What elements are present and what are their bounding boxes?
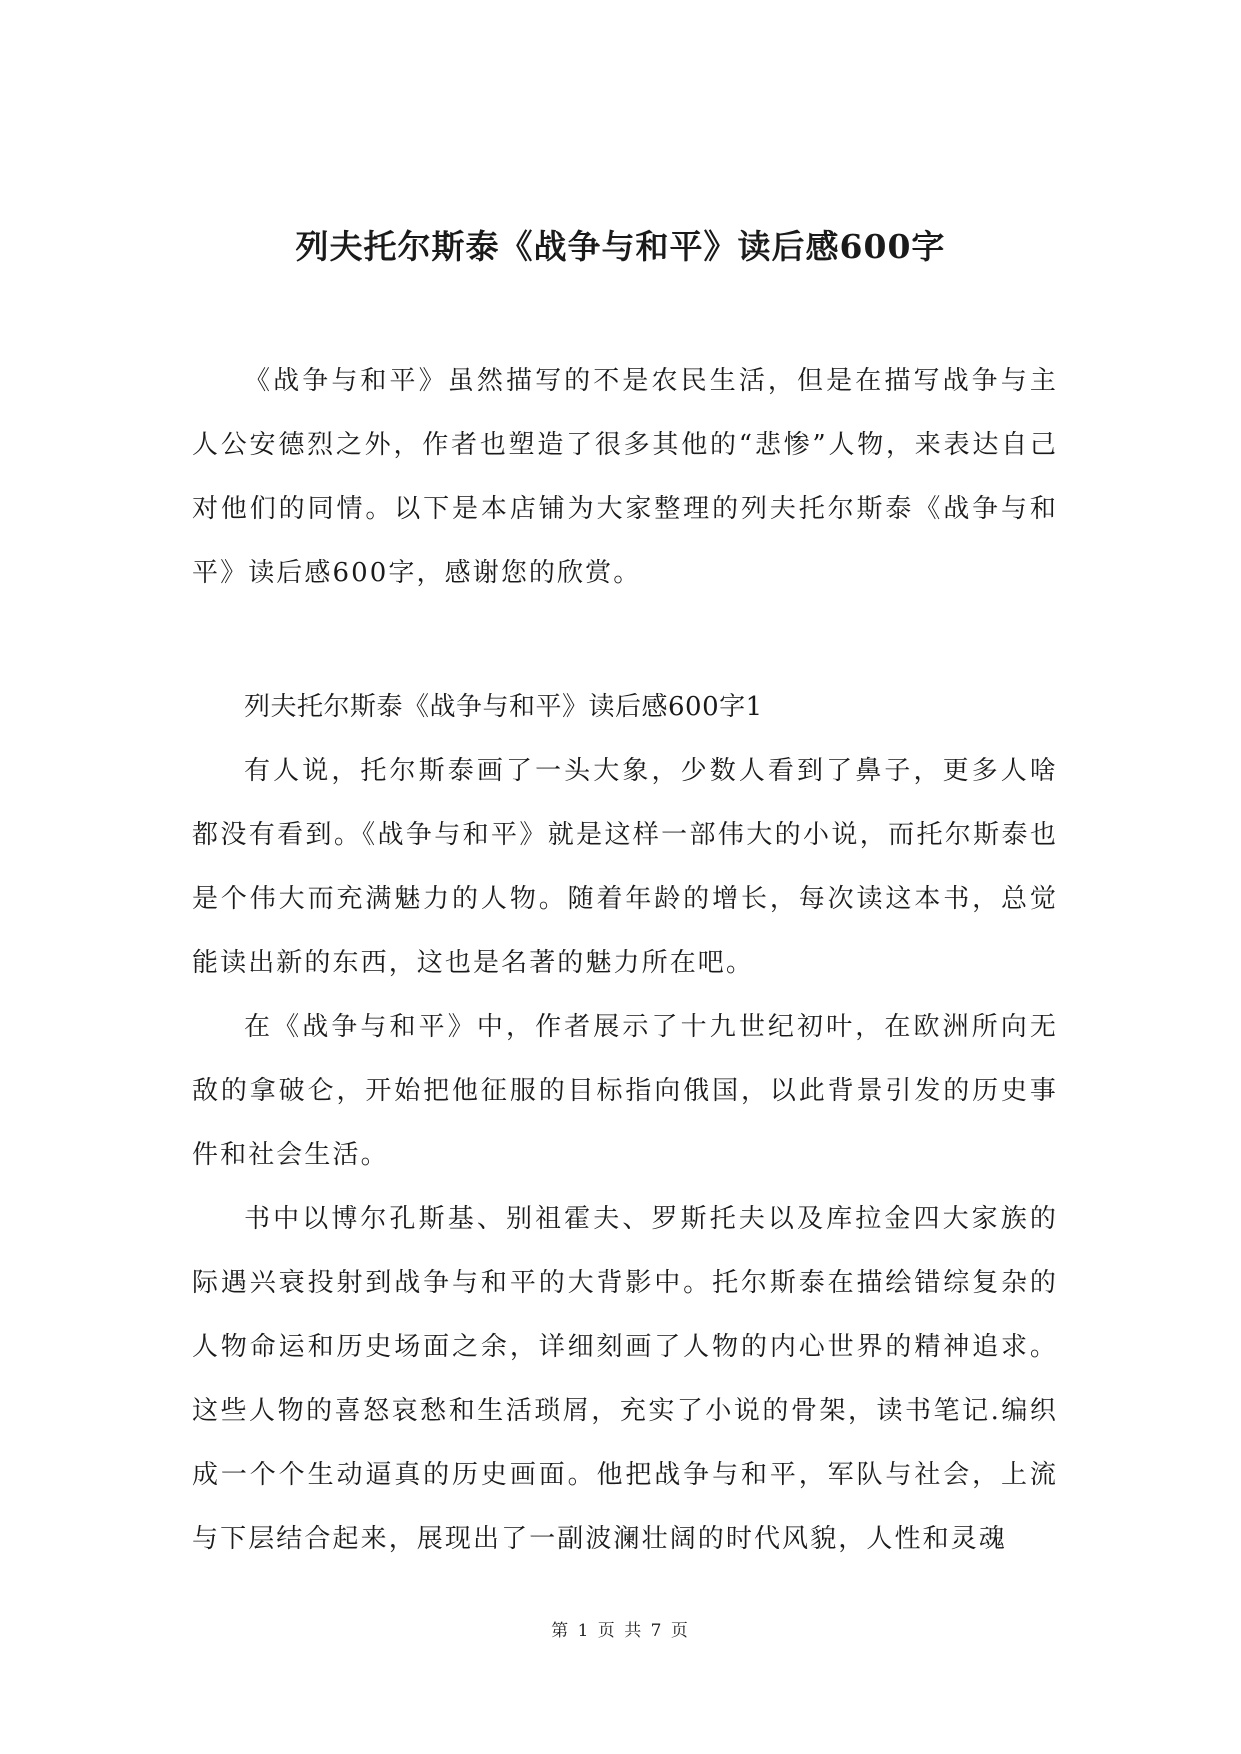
essay-section — [192, 675, 1058, 1571]
body-paragraph: 书中以博尔孔斯基、别祖霍夫、罗斯托夫以及库拉金四大家族的际遇兴衰投射到战争与和平的大背影中。托尔斯泰在描绘错综复杂的人物命运和历史场面之余，详细刻画了人物的内心世界的精神追求。这些人物的喜怒哀愁和生活琐屑，充实了小说的骨架，读书笔记.编织成一个个生动逼真的历史画面。他把战争与和平，军队与社会，上流与下层结合起来，展现出了一副波澜壮阔的时代风貌，人性和灵魂 — [192, 1204, 1058, 1554]
body-paragraph: 在《战争与和平》中，作者展示了十九世纪初叶，在欧洲所向无敌的拿破仑，开始把他征服的目标指向俄国，以此背景引发的历史事件和社会生活。 — [192, 1012, 1058, 1170]
body-paragraph: 有人说，托尔斯泰画了一头大象，少数人看到了鼻子，更多人啥都没有看到。《战争与和平》就是这样一部伟大的小说，而托尔斯泰也是个伟大而充满魅力的人物。随着年龄的增长，每次读这本书，总觉能读出新的东西，这也是名著的魅力所在吧。 — [192, 756, 1058, 978]
page-number-footer: 第 1 页 共 7 页 — [551, 1621, 690, 1641]
document-title: 列夫托尔斯泰《战争与和平》读后感600字 — [295, 227, 946, 266]
intro-paragraph: 《战争与和平》虽然描写的不是农民生活，但是在描写战争与主人公安德烈之外，作者也塑造了很多其他的“悲惨”人物，来表达自己对他们的同情。以下是本店铺为大家整理的列夫托尔斯泰《战争与和平》读后感600字，感谢您的欣赏。 — [192, 366, 1058, 588]
section-title: 列夫托尔斯泰《战争与和平》读后感600字1 — [244, 692, 763, 722]
intro-block — [192, 349, 1058, 605]
